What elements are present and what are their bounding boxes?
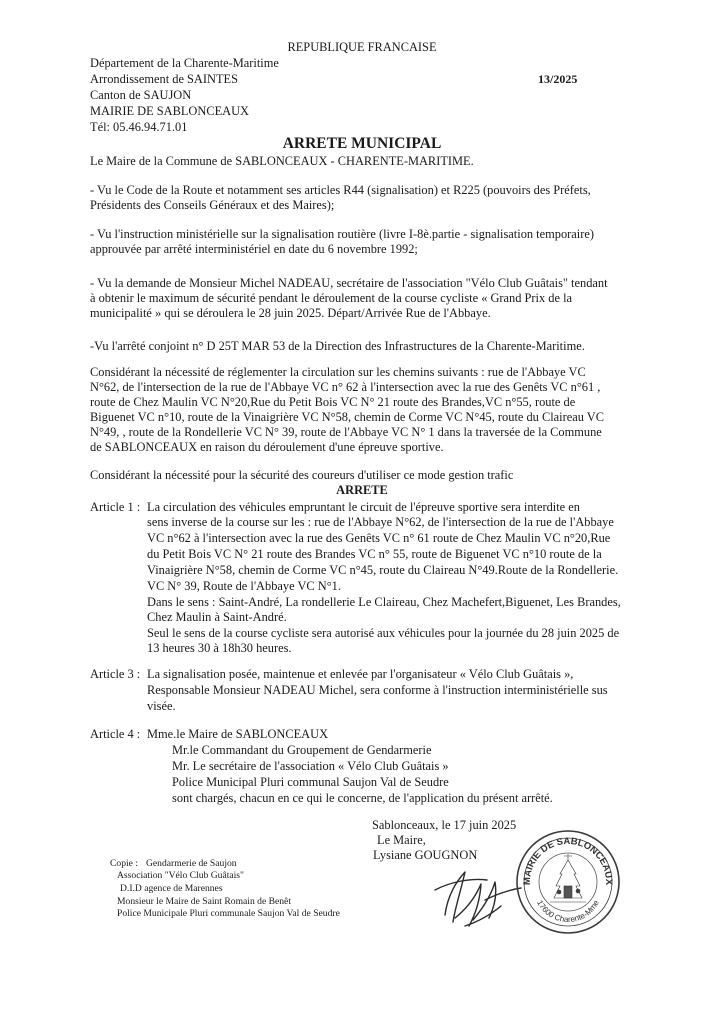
article-1-line: Vinaigrière N°58, chemin de Corme VC n°45, route du Claireau N°49.Route de la Rondellerie. [147,563,619,577]
header-mairie: MAIRIE DE SABLONCEAUX [90,104,250,118]
article-1-line: sens inverse de la course sur les : rue de l'Abbaye N°62, de l'intersection de la rue de l'Abbaye [147,515,614,529]
header-phone: Tél: 05.46.94.71.01 [90,120,188,134]
considerant-line: Considérant la nécessité de réglementer la circulation sur les chemins suivants : rue de l'Abbaye VC [90,365,586,379]
article-1-line: VC n°62 à l'intersection avec la rue des Genêts VC n° 61 route de Chez Maulin VC n°20,Rue [147,531,611,545]
article-4-line: Mr. Le secrétaire de l'association « Vélo Club Guâtais » [172,759,449,773]
vu-demande-line: - Vu la demande de Monsieur Michel NADEAU, secrétaire de l'association "Vélo Club Guâtais" tendant [90,276,608,290]
vu-code-route-line: Présidents des Conseils Généraux et des Maires); [90,198,335,212]
arrete-heading: ARRETE [336,483,388,497]
considerant-line: route de Chez Maulin VC N°20,Rue du Petit Bois VC N° 21 route des Brandes,VC n°55, route de [90,395,576,409]
article-1-line: VC N° 39, Route de l'Abbaye VC N°1. [147,579,341,593]
copies-item: D.I.D agence de Marennes [120,883,223,894]
considerant-line: N°49, , route de la Rondellerie VC N° 39, route de l'Abbaye VC N° 1 dans la traversée de la Commune [90,425,602,439]
mairie-stamp [514,828,622,936]
signature-place-date: Sablonceaux, le 17 juin 2025 [372,818,517,832]
article-1-line: Seul le sens de la course cycliste sera autorisé aux véhicules pour la journée du 28 juin 2025 de [147,626,620,640]
article-1-line: du Petit Bois VC N° 21 route des Brandes VC n° 55, route de Biguenet VC n°10 route de la [147,547,602,561]
arrete-number: 13/2025 [538,72,578,86]
copies-item: Police Municipale Pluri communale Saujon Val de Seudre [117,908,340,919]
vu-demande-line: à obtenir le maximum de sécurité pendant le déroulement de la course cycliste « Grand Prix de la [90,291,573,305]
article-1-line: Chez Maulin à Saint-André. [147,610,287,624]
article-3-label: Article 3 : [90,667,141,681]
vu-arrete-conjoint: -Vu l'arrêté conjoint n° D 25T MAR 53 de la Direction des Infrastructures de la Charente-Maritime. [90,339,585,353]
considerant-line: de SABLONCEAUX en raison du déroulement d'une épreuve sportive. [90,440,444,454]
vu-instruction-line: - Vu l'instruction ministérielle sur la signalisation routière (livre I-8è.partie - signalisation temporaire) [90,227,594,241]
header-canton: Canton de SAUJON [90,88,192,102]
article-3-line: La signalisation posée, maintenue et enlevée par l'organisateur « Vélo Club Guâtais », [147,667,574,681]
article-1-label: Article 1 : [90,500,141,514]
stamp-bottom-text: 17600 Charente-Mme [535,898,601,925]
article-1-line: Dans le sens : Saint-André, La rondellerie Le Claireau, Chez Machefert,Biguenet, Les Brandes, [147,595,621,609]
considerant-securite: Considérant la nécessité pour la sécurité des coureurs d'utiliser ce mode gestion trafic [90,468,514,482]
considerant-line: Biguenet VC n°10, route de la Vinaigrière VC N°58, chemin de Corme VC N°45, route du Claireau VC [90,410,605,424]
article-3-line: Responsable Monsieur NADEAU Michel, sera conforme à l'instruction interministérielle sus [147,683,608,697]
article-4-line: sont chargés, chacun en ce qui le concerne, de l'application du présent arrêté. [172,791,553,805]
republic-heading: REPUBLIQUE FRANCAISE [287,40,437,54]
signature-name: Lysiane GOUGNON [373,848,478,862]
page-title: ARRETE MUNICIPAL [282,135,442,152]
signature-role: Le Maire, [377,833,426,847]
copies-item: Monsieur le Maire de Saint Romain de Benêt [117,896,291,907]
stamp-emblem-icon [550,854,586,902]
vu-code-route-line: - Vu le Code de la Route et notamment ses articles R44 (signalisation) et R225 (pouvoirs des Préfets, [90,183,591,197]
article-1-line: La circulation des véhicules empruntant le circuit de l'épreuve sportive sera interdite en [147,500,580,514]
copies-label: Copie : [110,858,138,869]
considerant-line: N°62, de l'intersection de la rue de l'Abbaye VC n° 62 à l'intersection avec la rue des Genêts VC n°61 , [90,380,601,394]
article-4-line: Mr.le Commandant du Groupement de Gendarmerie [172,743,432,757]
copies-first: Gendarmerie de Saujon [146,858,237,869]
header-department: Département de la Charente-Maritime [90,56,279,70]
article-4-first: Mme.le Maire de SABLONCEAUX [147,727,329,741]
article-3-line: visée. [147,699,176,713]
intro-line: Le Maire de la Commune de SABLONCEAUX - CHARENTE-MARITIME. [90,154,474,168]
stamp-top-text: MAIRIE DE SABLONCEAUX [521,835,615,886]
article-4-line: Police Municipal Pluri communal Saujon Val de Seudre [172,775,449,789]
article-1-line: 13 heures 30 à 18h30 heures. [147,641,292,655]
vu-demande-line: municipalité » qui se déroulera le 28 juin 2025. Départ/Arrivée Rue de l'Abbaye. [90,306,491,320]
copies-item: Association "Vélo Club Guâtais" [117,870,244,881]
header-arrondissement: Arrondissement de SAINTES [90,72,238,86]
article-4-label: Article 4 : [90,727,141,741]
vu-instruction-line: approuvée par arrêté interministériel en date du 6 novembre 1992; [90,242,418,256]
